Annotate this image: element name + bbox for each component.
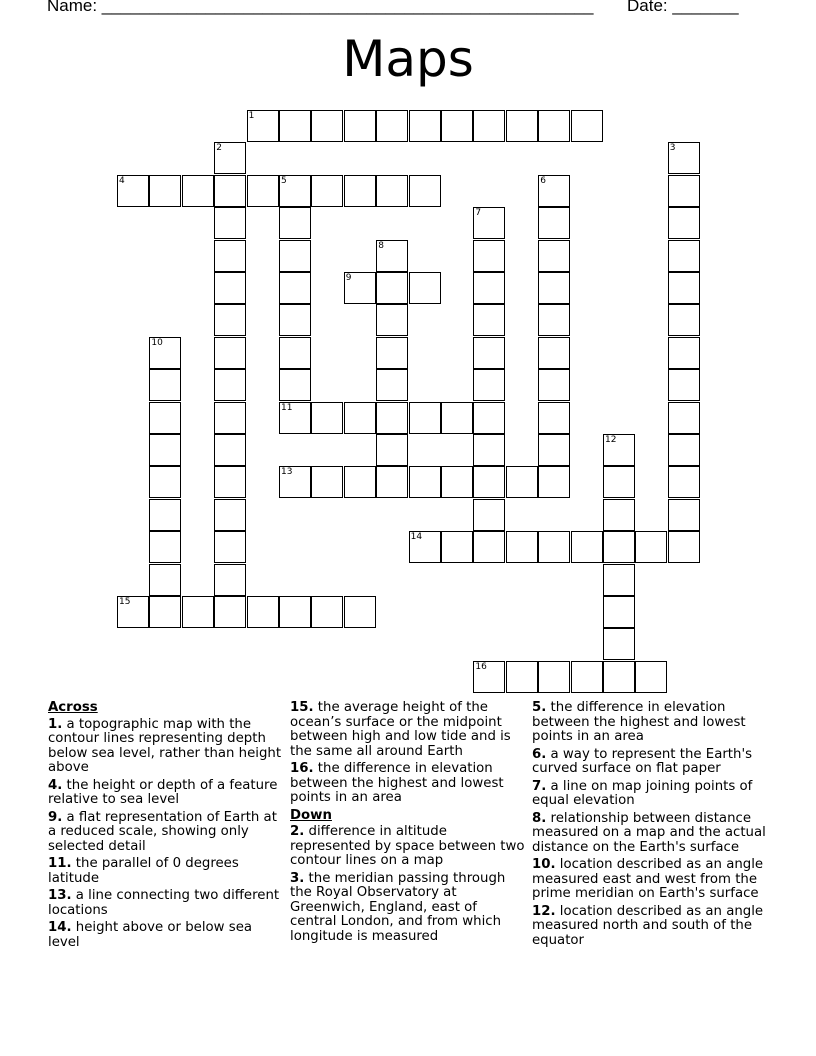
clue-number: 6: [540, 175, 546, 186]
clue-number: 11: [281, 402, 293, 413]
clue-number: 14: [410, 532, 423, 543]
grid-cell[interactable]: [538, 531, 570, 563]
grid-cell[interactable]: [571, 661, 603, 693]
grid-cell[interactable]: [538, 207, 570, 239]
clue-number: 9: [345, 273, 352, 283]
grid-cell[interactable]: [603, 499, 635, 531]
grid-cell[interactable]: [376, 466, 408, 498]
clue-number: 15: [119, 597, 131, 607]
grid-cell[interactable]: [376, 175, 408, 207]
grid-cell[interactable]: [473, 304, 505, 336]
grid-cell[interactable]: [538, 272, 570, 304]
grid-cell[interactable]: [344, 175, 376, 207]
grid-cell[interactable]: [311, 402, 343, 434]
across-clue-9: 9. a flat representation of Earth at a reduced scale, showing only selected detail: [48, 809, 277, 854]
grid-cell[interactable]: [603, 596, 635, 628]
grid-cell[interactable]: [441, 402, 473, 434]
grid-cell[interactable]: [279, 110, 311, 142]
across-clue-14: 14. height above or below sea level: [48, 920, 253, 950]
grid-cell[interactable]: [668, 499, 700, 531]
clue-number: 13: [281, 467, 293, 478]
clue-number: 10: [151, 337, 163, 348]
clue-number: 12: [605, 435, 617, 445]
grid-cell[interactable]: [376, 304, 408, 336]
grid-cell[interactable]: [571, 110, 603, 142]
grid-cell[interactable]: [409, 272, 441, 304]
down-clue-8: 8. relationship between distance measured on a map and the actual distance on the Earth's surface: [532, 810, 766, 855]
across-clue-4: 4. the height or depth of a feature relative to sea level: [48, 777, 278, 807]
clue-number: 16: [475, 661, 487, 672]
grid-cell[interactable]: [279, 207, 311, 239]
grid-cell[interactable]: [506, 466, 538, 498]
grid-cell[interactable]: [279, 304, 311, 336]
grid-cell[interactable]: [149, 564, 181, 596]
grid-cell[interactable]: [214, 142, 246, 174]
grid-cell[interactable]: [344, 110, 376, 142]
down-clue-10: 10. location described as an angle measured east and west from the prime meridian on Earth's surface: [532, 857, 764, 901]
grid-cell[interactable]: [506, 661, 538, 693]
grid-cell[interactable]: [473, 661, 505, 693]
grid-cell[interactable]: [149, 499, 181, 531]
grid-cell[interactable]: [409, 531, 441, 563]
grid-cell[interactable]: [668, 434, 700, 466]
clue-number: 7: [475, 208, 482, 219]
clue-number: 3: [669, 143, 676, 154]
grid-cell[interactable]: [214, 304, 246, 336]
clue-number: 1: [248, 111, 255, 121]
grid-cell[interactable]: [214, 369, 246, 401]
grid-cell[interactable]: [506, 110, 538, 142]
grid-cell[interactable]: [473, 466, 505, 498]
grid-cell[interactable]: [441, 466, 473, 498]
grid-cell[interactable]: [214, 337, 246, 369]
grid-cell[interactable]: [441, 531, 473, 563]
grid-cell[interactable]: [538, 369, 570, 401]
grid-cell[interactable]: [149, 531, 181, 563]
across-clue-1: 1. a topographic map with the contour lines representing depth below sea level, rather than height above: [48, 716, 282, 775]
grid-cell[interactable]: [376, 402, 408, 434]
grid-cell[interactable]: [182, 596, 214, 628]
grid-cell[interactable]: [473, 369, 505, 401]
grid-cell[interactable]: [311, 466, 343, 498]
grid-cell[interactable]: [603, 531, 635, 563]
grid-cell[interactable]: [538, 110, 570, 142]
grid-cell[interactable]: [668, 337, 700, 369]
grid-cell[interactable]: [344, 596, 376, 628]
grid-cell[interactable]: [279, 240, 311, 272]
grid-cell[interactable]: [182, 175, 214, 207]
down-clue-7: 7. a line on map joining points of equal elevation: [532, 778, 753, 808]
clue-column-1: [48, 701, 284, 953]
grid-cell[interactable]: [441, 110, 473, 142]
grid-cell[interactable]: [473, 402, 505, 434]
grid-cell[interactable]: [538, 661, 570, 693]
grid-cell[interactable]: [247, 110, 279, 142]
grid-cell[interactable]: [214, 564, 246, 596]
grid-cell[interactable]: [311, 596, 343, 628]
grid-cell[interactable]: [344, 402, 376, 434]
grid-cell[interactable]: [668, 466, 700, 498]
grid-cell[interactable]: [668, 207, 700, 239]
down-heading: Down: [290, 807, 332, 823]
grid-cell[interactable]: [247, 175, 279, 207]
grid-cell[interactable]: [473, 434, 505, 466]
clue-number: 5: [281, 175, 287, 186]
down-clue-2: 2. difference in altitude represented by space between two contour lines on a map: [290, 824, 525, 868]
grid-cell[interactable]: [214, 207, 246, 239]
grid-cell[interactable]: [376, 272, 408, 304]
grid-cell[interactable]: [117, 175, 149, 207]
grid-cell[interactable]: [214, 402, 246, 434]
grid-cell[interactable]: [538, 434, 570, 466]
grid-cell[interactable]: [311, 110, 343, 142]
grid-cell[interactable]: [279, 369, 311, 401]
grid-cell[interactable]: [668, 240, 700, 272]
grid-cell[interactable]: [279, 175, 311, 207]
across-clue-16: 16. the difference in elevation between the highest and lowest points in an area: [290, 761, 504, 805]
grid-cell[interactable]: [376, 337, 408, 369]
grid-cell[interactable]: [376, 369, 408, 401]
grid-cell[interactable]: [214, 531, 246, 563]
grid-cell[interactable]: [409, 175, 441, 207]
grid-cell[interactable]: [376, 434, 408, 466]
grid-cell[interactable]: [668, 531, 700, 563]
grid-cell[interactable]: [538, 304, 570, 336]
grid-cell[interactable]: [409, 402, 441, 434]
grid-cell[interactable]: [214, 596, 246, 628]
grid-cell[interactable]: [538, 240, 570, 272]
clue-number: 4: [119, 175, 125, 186]
grid-cell[interactable]: [344, 466, 376, 498]
grid-cell[interactable]: [668, 304, 700, 336]
grid-cell[interactable]: [279, 466, 311, 498]
grid-cell[interactable]: [311, 175, 343, 207]
grid-cell[interactable]: [603, 628, 635, 660]
grid-cell[interactable]: [538, 466, 570, 498]
clue-column-2: [290, 701, 526, 947]
grid-cell[interactable]: [473, 240, 505, 272]
grid-cell[interactable]: [214, 240, 246, 272]
grid-cell[interactable]: [409, 110, 441, 142]
grid-cell[interactable]: [538, 402, 570, 434]
grid-cell[interactable]: [603, 466, 635, 498]
across-heading: Across: [48, 700, 98, 715]
grid-cell[interactable]: [279, 272, 311, 304]
grid-cell[interactable]: [635, 661, 667, 693]
grid-cell[interactable]: [279, 402, 311, 434]
grid-cell[interactable]: [603, 564, 635, 596]
grid-cell[interactable]: [506, 531, 538, 563]
grid-cell[interactable]: [117, 596, 149, 628]
grid-cell[interactable]: [473, 272, 505, 304]
grid-cell[interactable]: [376, 240, 408, 272]
clue-number: 2: [216, 143, 222, 154]
grid-cell[interactable]: [247, 596, 279, 628]
grid-cell[interactable]: [149, 369, 181, 401]
grid-cell[interactable]: [473, 207, 505, 239]
grid-cell[interactable]: [409, 466, 441, 498]
grid-cell[interactable]: [279, 337, 311, 369]
grid-cell[interactable]: [214, 466, 246, 498]
date-field-label[interactable]: Date: _______: [627, 0, 739, 15]
grid-cell[interactable]: [473, 110, 505, 142]
grid-cell[interactable]: [376, 110, 408, 142]
grid-cell[interactable]: [214, 272, 246, 304]
grid-cell[interactable]: [668, 175, 700, 207]
grid-cell[interactable]: [668, 402, 700, 434]
down-clue-3: 3. the meridian passing through the Royal Observatory at Greenwich, England, east of central London, and from which longitude is measured: [290, 870, 506, 944]
grid-cell[interactable]: [668, 142, 700, 174]
grid-cell[interactable]: [538, 337, 570, 369]
grid-cell[interactable]: [668, 272, 700, 304]
grid-cell[interactable]: [473, 499, 505, 531]
across-clue-13: 13. a line connecting two different locations: [48, 888, 280, 918]
down-clue-6: 6. a way to represent the Earth's curved surface on flat paper: [532, 746, 753, 776]
down-clue-5: 5. the difference in elevation between the highest and lowest points in an area: [532, 700, 746, 744]
name-field-label[interactable]: Name: ____________________________________________________: [47, 0, 594, 15]
grid-cell[interactable]: [149, 175, 181, 207]
across-clue-15: 15. the average height of the ocean’s surface or the midpoint between high and low tide and is the same all around Earth: [290, 700, 511, 759]
grid-cell[interactable]: [635, 531, 667, 563]
grid-cell[interactable]: [214, 175, 246, 207]
grid-cell[interactable]: [214, 434, 246, 466]
clue-number: 8: [378, 240, 384, 251]
grid-cell[interactable]: [473, 531, 505, 563]
grid-cell[interactable]: [603, 661, 635, 693]
clue-column-3: [532, 701, 768, 951]
grid-cell[interactable]: [279, 596, 311, 628]
grid-cell[interactable]: [149, 402, 181, 434]
grid-cell[interactable]: [571, 531, 603, 563]
grid-cell[interactable]: [149, 466, 181, 498]
grid-cell[interactable]: [149, 434, 181, 466]
across-clue-11: 11. the parallel of 0 degrees latitude: [48, 856, 239, 886]
grid-cell[interactable]: [149, 337, 181, 369]
grid-cell[interactable]: [473, 337, 505, 369]
grid-cell[interactable]: [603, 434, 635, 466]
page-title: Maps: [342, 30, 474, 88]
grid-cell[interactable]: [668, 369, 700, 401]
down-clue-12: 12. location described as an angle measured north and south of the equator: [532, 903, 764, 948]
grid-cell[interactable]: [344, 272, 376, 304]
grid-cell[interactable]: [538, 175, 570, 207]
grid-cell[interactable]: [149, 596, 181, 628]
grid-cell[interactable]: [214, 499, 246, 531]
